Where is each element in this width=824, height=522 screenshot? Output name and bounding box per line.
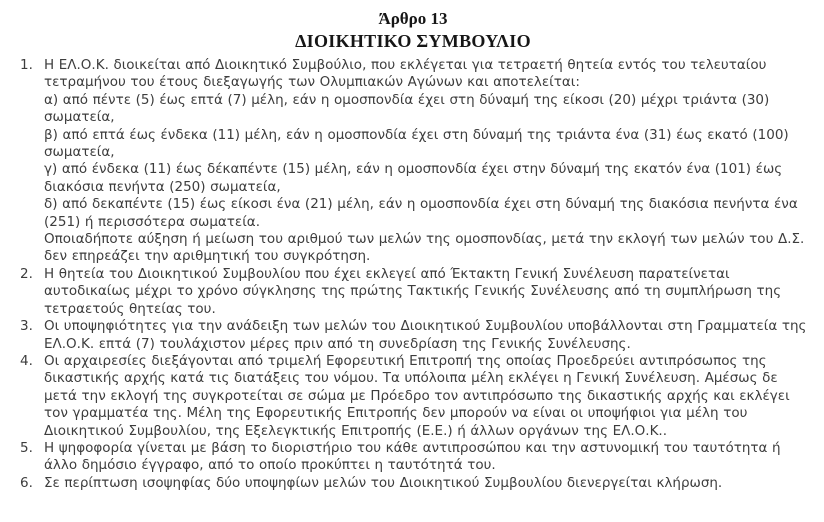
item-body [44,353,808,440]
article-item-list [18,57,808,492]
item-number: 1. [20,57,33,73]
item-number: 5. [20,439,33,456]
item-number: 3. [20,318,33,335]
item-paragraph: α) από πέντε (5) έως επτά (7) μέλη, εάν η ομοσπονδία έχει στη δύναμή της είκοσι (20) μέχρι τριάντα (30) σωματεία, [44,91,770,126]
item-paragraph: Η ΕΛ.Ο.Κ. διοικείται από Διοικητικό Συμβούλιο, που εκλέγεται για τετραετή θητεία εντός του τελευταίου τετραμήνου του έτους διεξαγωγής των Ολυμπιακών Αγώνων και αποτελείται: [44,57,767,91]
article-item [18,266,808,318]
item-paragraph: Οι υποψηφιότητες για την ανάδειξη των μελών του Διοικητικού Συμβουλίου υποβάλλονται στη Γραμματεία της ΕΛ.Ο.Κ. επτά (7) τουλάχιστον μέρες πριν από τη συνεδρίαση της Γενικής Συνέλευσης. [44,318,807,352]
item-paragraph: γ) από ένδεκα (11) έως δέκαπέντε (15) μέλη, εάν η ομοσπονδία έχει στην δύναμή της εκατόν ένα (101) έως διακόσια πενήντα (250) σωματεία, [44,161,783,195]
item-paragraph: Η θητεία του Διοικητικού Συμβουλίου που έχει εκλεγεί από Έκτακτη Γενική Συνέλευση παρατείνεται αυτοδικαίως μέχρι το χρόνο σύγκλησης της πρώτης Τακτικής Γενικής Συνέλευσης από τη συμπλήρωση της τετραετούς θητείας του. [44,265,782,317]
article-item [18,57,808,266]
item-number: 4. [20,352,33,369]
item-body [44,475,808,492]
item-paragraph: δ) από δεκαπέντε (15) έως είκοσι ένα (21) μέλη, εάν η ομοσπονδία έχει στη δύναμή της διακόσια πενήντα ένα (251) ή περισσότερα σωματεία. [44,196,798,230]
item-number: 2. [20,265,33,282]
article-item [18,353,808,440]
item-body [44,318,808,353]
item-paragraph: β) από επτά έως ένδεκα (11) μέλη, εάν η ομοσπονδία έχει στη δύναμή της τριάντα ένα (31) έως εκατό (100) σωματεία, [44,126,789,161]
item-paragraph: Σε περίπτωση ισοψηφίας δύο υποψηφίων μελών του Διοικητικού Συμβουλίου διενεργείται κλήρωση. [44,474,723,491]
item-paragraph: Η ψηφοφορία γίνεται με βάση το διοριστήριο του κάθε αντιπροσώπου και την αστυνομική του ταυτότητα ή άλλο δημόσιο έγγραφο, από το οποίο προκύπτει η ταυτότητά του. [44,439,781,474]
document-title: ΔΙΟΙΚΗΤΙΚΟ ΣΥΜΒΟΥΛΙΟ [295,31,531,51]
item-body [44,57,808,266]
article-heading: Άρθρο 13 [378,9,448,28]
article-item [18,440,808,475]
item-paragraph: Οποιαδήποτε αύξηση ή μείωση του αριθμού των μελών της ομοσπονδίας, μετά την εκλογή των μελών του Δ.Σ. δεν επηρεάζει την αριθμητική του συγκρότηση. [44,231,805,265]
article-item [18,318,808,353]
item-number: 6. [20,474,33,491]
item-body [44,440,808,475]
article-item [18,475,808,492]
item-paragraph: Οι αρχαιρεσίες διεξάγονται από τριμελή Εφορευτική Επιτροπή της οποίας Προεδρεύει αντιπρόσωπος της δικαστικής αρχής κατά τις διατάξεις του νόμου. Τα υπόλοιπα μέλη εκλέγει η Γενική Συνέλευση. Αμέσως δε μετά την εκλογή της συγκροτείται σε σώμα με Πρόεδρο τον αντιπρόσωπο της δικαστικής αρχής και εκλέγει τον γραμματέα της. Μέλη της Εφορευτικής Επιτροπής δεν μπορούν να είναι οι υποψήφιοι για μέλη του Διοικητικού Συμβουλίου, της Εξελεγκτικής Επιτροπής (Ε.Ε.) ή άλλων οργάνων της ΕΛ.Ο.Κ.. [44,352,790,439]
item-body [44,266,808,318]
